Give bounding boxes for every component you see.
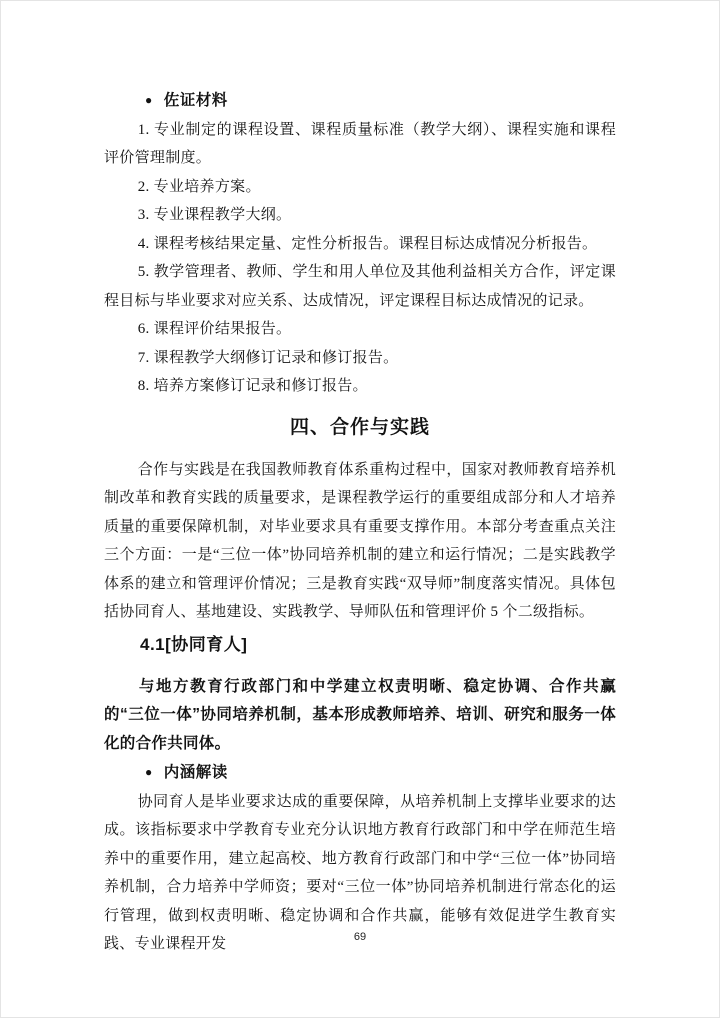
- chapter-title: 四、合作与实践: [289, 416, 430, 438]
- evidence-section-heading: [104, 86, 616, 116]
- interpretation-heading: [104, 758, 616, 788]
- evidence-item: 5. 教学管理者、教师、学生和用人单位及其他利益相关方合作，评定课程目标与毕业要求对应关系、达成情况，评定课程目标达成情况的记录。: [104, 264, 616, 309]
- page-content: [104, 86, 616, 959]
- evidence-item: 7. 课程教学大纲修订记录和修订报告。: [137, 349, 399, 366]
- subsection-requirement-paragraph: 与地方教育行政部门和中学建立权责明晰、稳定协调、合作共赢的“三位一体”协同培养机制，基本形成教师培养、培训、研究和服务一体化的合作共同体。: [104, 677, 616, 752]
- evidence-item: 2. 专业培养方案。: [137, 178, 261, 195]
- page-number: 69: [353, 931, 367, 943]
- evidence-item: 3. 专业课程教学大纲。: [137, 207, 292, 223]
- bullet-icon: ●: [145, 765, 153, 779]
- evidence-item: 6. 课程评价结果报告。: [137, 321, 292, 337]
- interpretation-title: 内涵解读: [163, 764, 228, 781]
- evidence-item: 4. 课程考核结果定量、定性分析报告。课程目标达成情况分析报告。: [137, 235, 598, 252]
- bullet-icon: ●: [145, 93, 153, 107]
- evidence-item: 1. 专业制定的课程设置、课程质量标准（教学大纲）、课程实施和课程评价管理制度。: [104, 121, 616, 166]
- chapter-intro-paragraph: 合作与实践是在我国教师教育体系重构过程中，国家对教师教育培养机制改革和教育实践的质量要求，是课程教学运行的重要组成部分和人才培养质量的重要保障机制，对毕业要求具有重要支撑作用。本部分考查重点关注三个方面：一是“三位一体”协同培养机制的建立和运行情况；二是实践教学体系的建立和管理评价情况；三是教育实践“双导师”制度落实情况。具体包括协同育人、基地建设、实践教学、导师队伍和管理评价 5 个二级指标。: [104, 461, 616, 620]
- evidence-item: 8. 培养方案修订记录和修订报告。: [137, 378, 368, 394]
- evidence-section-title: 佐证材料: [163, 92, 228, 109]
- subsection-title: 4.1[协同育人]: [140, 634, 248, 654]
- interpretation-paragraph: 协同育人是毕业要求达成的重要保障，从培养机制上支撑毕业要求的达成。该指标要求中学教育专业充分认识地方教育行政部门和中学在师范生培养中的重要作用，建立起高校、地方教育行政部门和中学“三位一体”协同培养机制，合力培养中学师资；要对“三位一体”协同培养机制进行常态化的运行管理，做到权责明晰、稳定协调和合作共赢，能够有效促进学生教育实践、专业课程开发: [104, 793, 616, 952]
